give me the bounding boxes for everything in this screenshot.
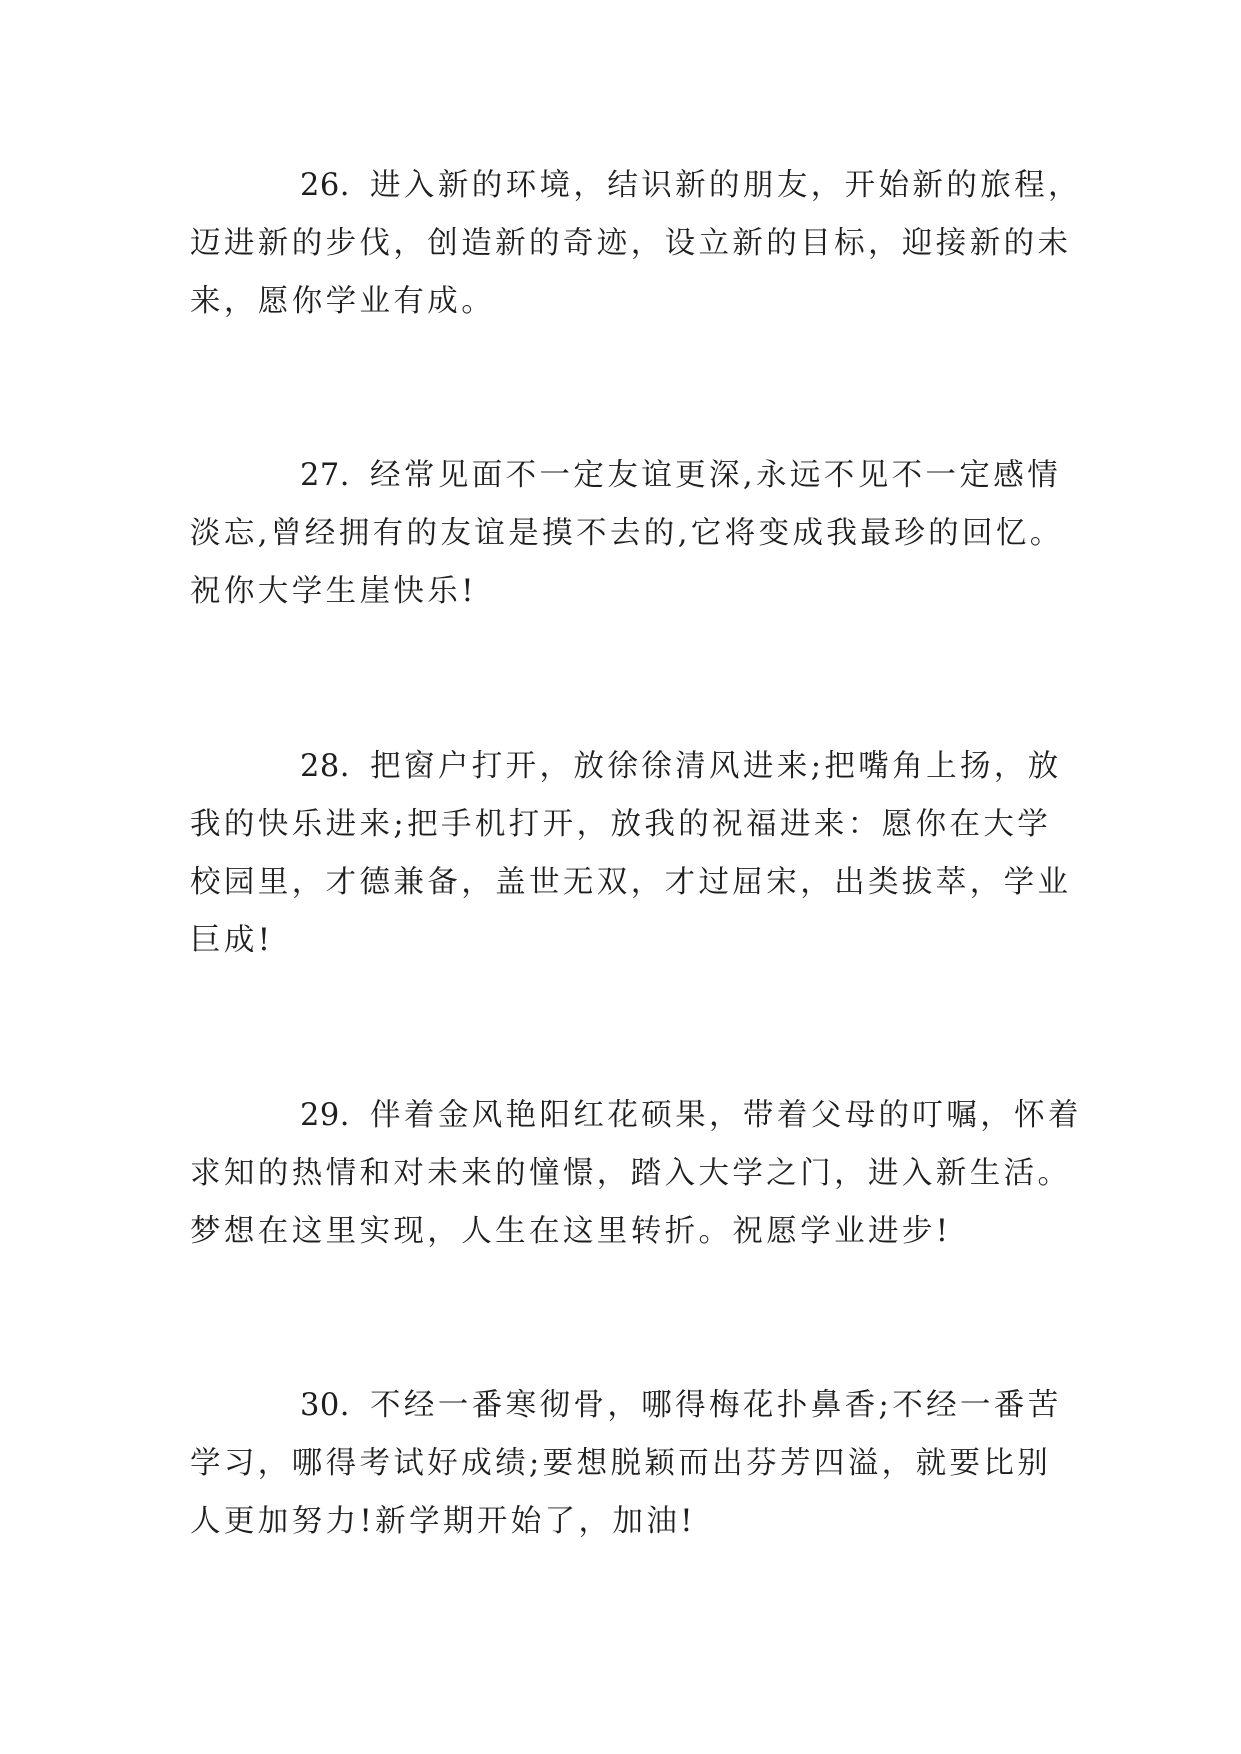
paragraph-number: 26.	[300, 168, 351, 203]
paragraph-28	[190, 738, 1075, 970]
paragraph-line	[190, 157, 1082, 215]
paragraph-27	[190, 447, 1075, 621]
paragraph-line	[190, 738, 1075, 796]
paragraph-line: 人更加努力!新学期开始了，加油!	[190, 1504, 696, 1539]
paragraph-30	[190, 1377, 1075, 1551]
paragraph-26	[190, 157, 1082, 331]
paragraph-line: 淡忘,曾经拥有的友谊是摸不去的,它将变成我最珍的回忆。	[190, 516, 1064, 551]
paragraph-number: 28.	[300, 749, 351, 784]
paragraph-line: 校园里，才德兼备，盖世无双，才过屈宋，出类拔萃，学业	[190, 865, 1072, 900]
paragraph-line: 来，愿你学业有成。	[190, 284, 496, 319]
paragraph-line: 祝你大学生崖快乐!	[190, 574, 477, 609]
paragraph-line: 我的快乐进来;把手机打开，放我的祝福进来：愿你在大学	[190, 807, 1052, 842]
paragraph-text: 伴着金风艳阳红花硕果，带着父母的叮嘱，怀着	[370, 1098, 1082, 1133]
paragraph-text: 不经一番寒彻骨，哪得梅花扑鼻香;不经一番苦	[370, 1388, 1062, 1423]
paragraph-text: 把窗户打开，放徐徐清风进来;把嘴角上扬，放	[370, 749, 1062, 784]
paragraph-line: 迈进新的步伐，创造新的奇迹，设立新的目标，迎接新的未	[190, 226, 1072, 261]
paragraph-text: 经常见面不一定友谊更深,永远不见不一定感情	[370, 458, 1062, 493]
paragraph-text: 进入新的环境，结识新的朋友，开始新的旅程，	[370, 168, 1082, 203]
paragraph-number: 27.	[300, 458, 351, 493]
paragraph-line	[190, 447, 1075, 505]
paragraph-29	[190, 1087, 1082, 1261]
paragraph-line: 巨成!	[190, 923, 274, 958]
paragraph-line: 学习，哪得考试好成绩;要想脱颖而出芬芳四溢，就要比别	[190, 1446, 1052, 1481]
paragraph-line	[190, 1087, 1082, 1145]
paragraph-line: 梦想在这里实现，人生在这里转折。祝愿学业进步!	[190, 1214, 952, 1249]
paragraph-number: 29.	[300, 1098, 351, 1133]
paragraph-line: 求知的热情和对未来的憧憬，踏入大学之门，进入新生活。	[190, 1156, 1072, 1191]
paragraph-line	[190, 1377, 1075, 1435]
paragraph-number: 30.	[300, 1388, 351, 1423]
